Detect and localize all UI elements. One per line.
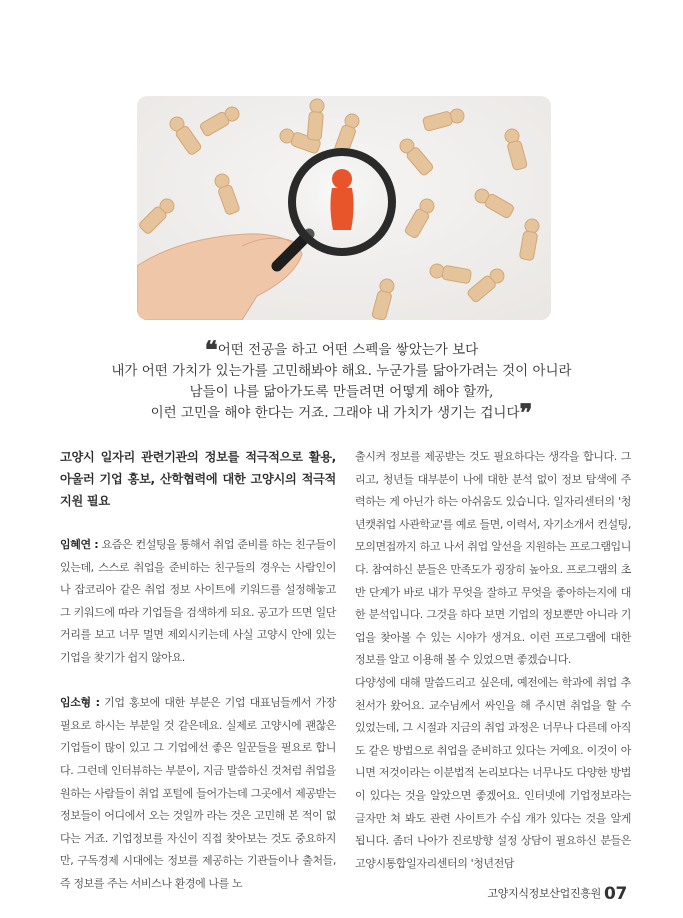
- paragraph-text: 요즘은 컨설팅을 통해서 취업 준비를 하는 친구들이 있는데, 스스로 취업을 준비하는 친구들의 경우는 사람인이나 잡코리아 같은 취업 정보 사이트에 키워드를 설정해놓고 그 키워드에 따라 기업들을 검색하게 되요. 공고가 뜨면 일단 거리를 보고 너무 멀면 제외시키는데 사실 고양시 안에 있는 기업을 찾기가 쉽지 않아요.: [60, 538, 337, 664]
- pull-quote: [100, 335, 583, 427]
- interview-paragraph: [60, 534, 336, 670]
- page-footer: [487, 884, 627, 904]
- close-quote-icon: ❞: [519, 398, 533, 427]
- interview-paragraph: [60, 692, 336, 895]
- quote-line-3: 남들이 나를 닮아가도록 만들려면 어떻게 해야 할까,: [189, 384, 494, 400]
- article-right-column: [355, 446, 631, 875]
- quote-line-1: [100, 335, 583, 364]
- page-number: 07: [603, 884, 627, 904]
- open-quote-icon: ❝: [204, 335, 218, 364]
- section-heading: 고양시 일자리 관련기관의 정보를 적극적으로 활용, 아울러 기업 홍보, 산학협력에 대한 고양시의 적극적 지원 필요: [60, 450, 336, 508]
- quote-line-2: 내가 어떤 가치가 있는가를 고민해봐야 해요. 누군가를 닮아가려는 것이 아니라: [111, 363, 572, 379]
- organization-name: 고양지식정보산업진흥원: [487, 887, 601, 900]
- quote-line-4: [100, 398, 583, 427]
- paragraph-text: 다양성에 대해 말씀드리고 싶은데, 예전에는 학과에 취업 추천서가 왔어요. 교수님께서 싸인을 해 주시면 취업을 할 수 있었는데, 그 시절과 지금의 취업 과정은 너무나 다른데 아직도 같은 방법으로 취업을 준비하고 있다는 거예요. 이것이 아니면 저것이라는 이분법적 논리보다는 너무나도 다양한 방법이 있다는 것을 알았으면 좋겠어요. 인터넷에 기업정보라는 글자만 쳐 봐도 관련 사이트가 수십 개가 있다는 것을 알게 됩니다. 좀더 나아가 진로방향 설정 상담이 필요하신 분들은 고양시통합일자리센터의 '청년전담: [355, 675, 631, 870]
- article-left-column: [60, 446, 336, 918]
- quote-text: 어떤 전공을 하고 어떤 스펙을 쌓았는가 보다: [217, 342, 479, 358]
- paragraph-text: 출시켜 정보를 제공받는 것도 필요하다는 생각을 합니다. 그리고, 청년들 대부분이 나에 대한 분석 없이 정보 탐색에 주력하는 게 아닌가 하는 아쉬움도 있습니다. 일자리센터의 '청년캣취업 사관학교'를 예로 들면, 이력서, 자기소개서 컨설팅, 모의면접까지 하고 나서 취업 알선을 지원하는 프로그램입니다. 참여하신 분들은 만족도가 굉장히 높아요. 프로그램의 초반 단계가 바로 내가 무엇을 잘하고 무엇을 좋아하는지에 대한 분석입니다. 그것을 하다 보면 기업의 정보뿐만 아니라 기업을 찾아볼 수 있는 시야가 생겨요. 이런 프로그램에 대한 정보를 알고 이용해 볼 수 있었으면 좋겠습니다.: [355, 450, 631, 667]
- speaker-name: 임소형 :: [60, 696, 100, 710]
- paragraph-text: 기업 홍보에 대한 부분은 기업 대표님들께서 가장 필요로 하시는 부분일 것 같은데요. 실제로 고양시에 괜찮은 기업들이 많이 있고 그 기업에선 좋은 일꾼들을 필요로 합니다. 그런데 인터뷰하는 부분이, 지금 말씀하신 것처럼 취업을 원하는 사람들이 취업 포털에 들어가는데 그곳에서 제공받는 정보들이 어디에서 오는 것일까 라는 것은 고민해 본 적이 없다는 거죠. 기업정보를 자신이 직접 찾아보는 것도 중요하지만, 구독경제 시대에는 정보를 제공하는 기관들이나 출처들, 즉 정보를 주는 서비스나 환경에 나를 노: [60, 696, 336, 890]
- quote-text: 이런 고민을 해야 한다는 거죠. 그래야 내 가치가 생기는 겁니다: [150, 405, 520, 421]
- hero-image: [137, 96, 551, 320]
- speaker-name: 임혜연 :: [60, 538, 99, 551]
